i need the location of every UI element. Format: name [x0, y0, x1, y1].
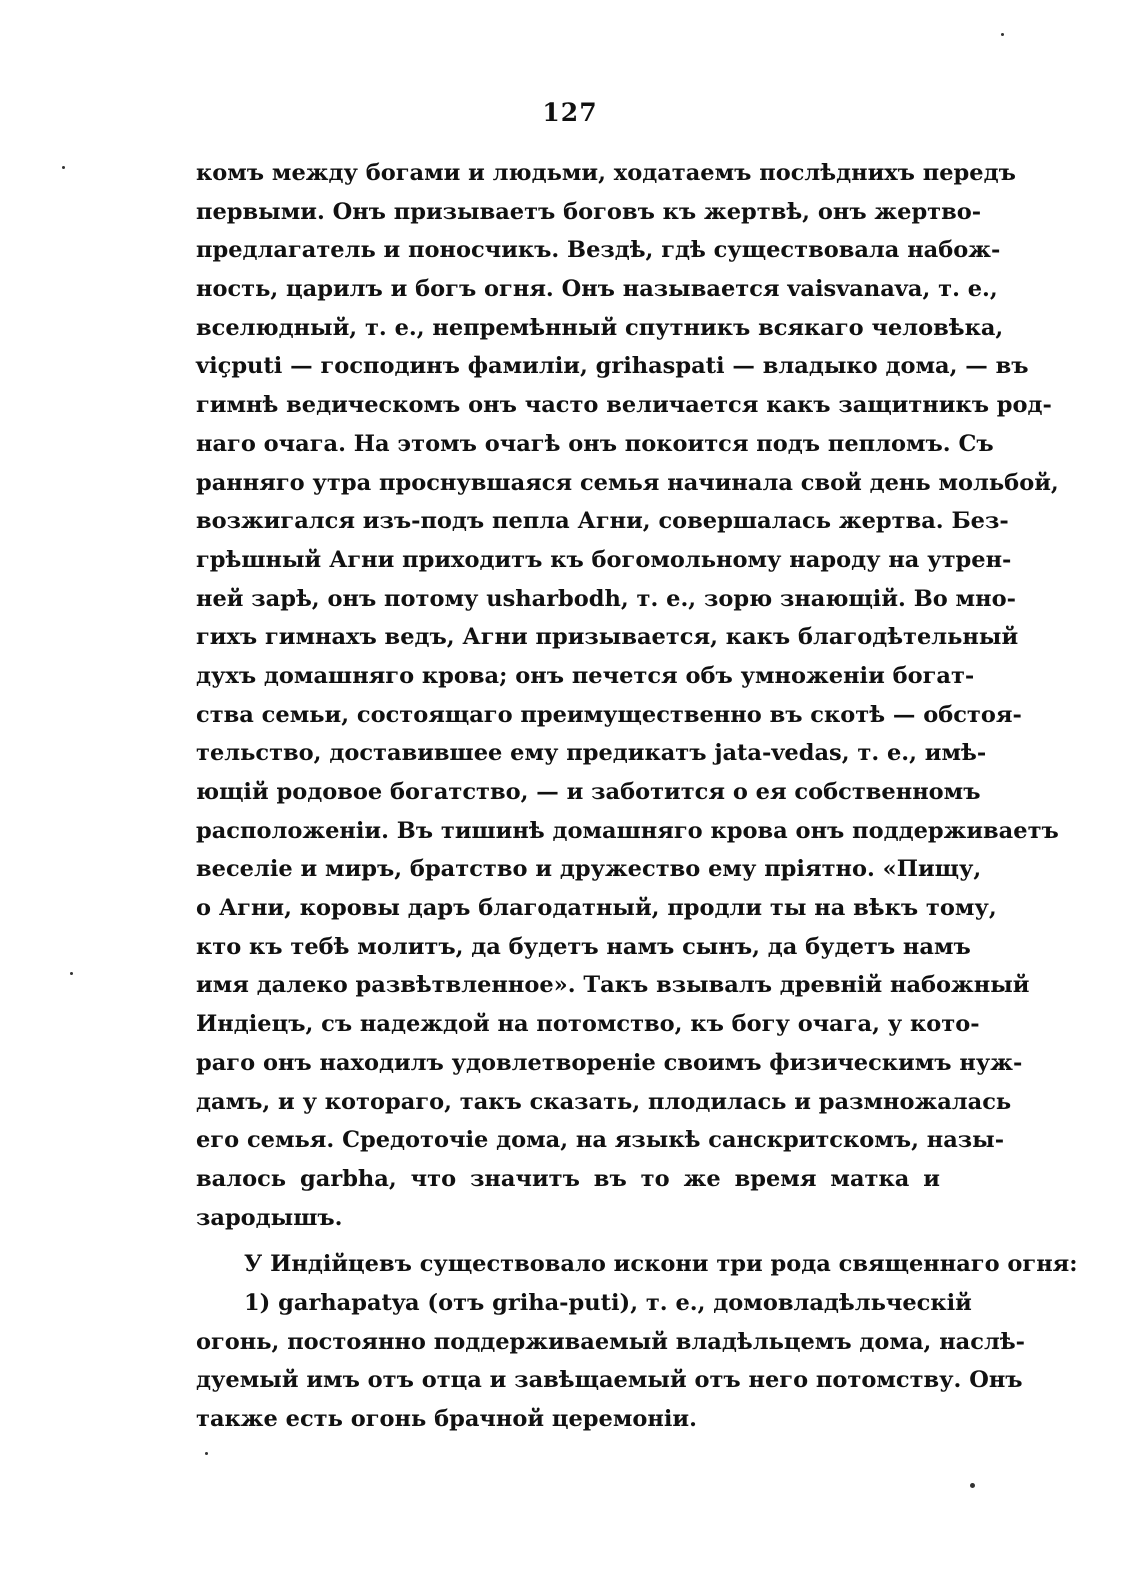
text-line: предлагатель и поносчикъ. Вездѣ, гдѣ существовала набож-: [196, 237, 1001, 264]
text-line: раго онъ находилъ удовлетвореніе своимъ физическимъ нуж-: [196, 1049, 1023, 1076]
scan-speck: [205, 1452, 208, 1455]
text-line: валось garbha, что значитъ въ то же время матка и: [196, 1165, 940, 1192]
text-line: также есть огонь брачной церемоніи.: [196, 1406, 697, 1432]
scan-speck: [1001, 33, 1004, 36]
text-line: ранняго утра проснувшаяся семья начинала свой день мольбой,: [196, 469, 1059, 496]
scan-speck: [970, 1483, 975, 1488]
text-line: тельство, доставившее ему предикатъ jata-vedas, т. е., имѣ-: [196, 740, 987, 767]
text-line: комъ между богами и людьми, ходатаемъ послѣднихъ передъ: [196, 160, 1016, 186]
text-line: ющій родовое богатство, — и заботится о ея собственномъ: [196, 779, 981, 805]
body-text: [196, 154, 1078, 1439]
text-line: его семья. Средоточіе дома, на языкѣ санскритскомъ, назы-: [196, 1127, 1005, 1154]
text-line: огонь, постоянно поддерживаемый владѣльцемъ дома, наслѣ-: [196, 1328, 1025, 1355]
text-line: У Индійцевъ существовало искони три рода священнаго огня:: [244, 1251, 1078, 1278]
text-line: грѣшный Агни приходитъ къ богомольному народу на утрен-: [196, 546, 1012, 573]
text-line: дуемый имъ отъ отца и завѣщаемый отъ него потомству. Онъ: [196, 1367, 1023, 1394]
text-line: Индіецъ, съ надеждой на потомство, къ богу очага, у кото-: [196, 1011, 980, 1038]
text-line: имя далеко развѣтвленное». Такъ взывалъ древній набожный: [196, 972, 1030, 999]
text-line: духъ домашняго крова; онъ печется объ умноженіи богат-: [196, 662, 975, 689]
text-line: первыми. Онъ призываетъ боговъ къ жертвѣ, онъ жертво-: [196, 198, 982, 225]
text-line: возжигался изъ-подъ пепла Агни, совершалась жертва. Без-: [196, 508, 1009, 535]
text-line: 1) garhapatya (отъ griha-puti), т. е., домовладѣльческій: [244, 1289, 972, 1316]
text-line: дамъ, и у котораго, такъ сказать, плодилась и размножалась: [196, 1088, 1012, 1115]
text-line: ней зарѣ, онъ потому usharbodh, т. е., зорю знающій. Во мно-: [196, 585, 1016, 612]
text-line: viçputi — господинъ фамиліи, grihaspati — владыко дома, — въ: [196, 353, 1029, 380]
text-line: вселюдный, т. е., непремѣнный спутникъ всякаго человѣка,: [196, 314, 1004, 341]
page-number: 127: [542, 98, 598, 127]
text-line: о Агни, коровы даръ благодатный, продли ты на вѣкъ тому,: [196, 895, 997, 922]
scan-speck: [70, 972, 73, 975]
text-line: ность, царилъ и богъ огня. Онъ называется vaisvanava, т. е.,: [196, 276, 998, 303]
text-line: кто къ тебѣ молитъ, да будетъ намъ сынъ, да будетъ намъ: [196, 933, 971, 960]
text-line: зародышъ.: [196, 1204, 343, 1231]
text-line: наго очага. На этомъ очагѣ онъ покоится подъ пепломъ. Съ: [196, 430, 994, 457]
text-line: расположеніи. Въ тишинѣ домашняго крова онъ поддерживаетъ: [196, 817, 1059, 844]
text-line: гимнѣ ведическомъ онъ часто величается какъ защитникъ род-: [196, 392, 1052, 419]
scan-speck: [62, 166, 65, 169]
text-line: гихъ гимнахъ ведъ, Агни призывается, какъ благодѣтельный: [196, 624, 1019, 651]
text-line: веселіе и миръ, братство и дружество ему пріятно. «Пищу,: [196, 856, 982, 883]
text-line: ства семьи, состоящаго преимущественно въ скотѣ — обстоя-: [196, 701, 1022, 728]
